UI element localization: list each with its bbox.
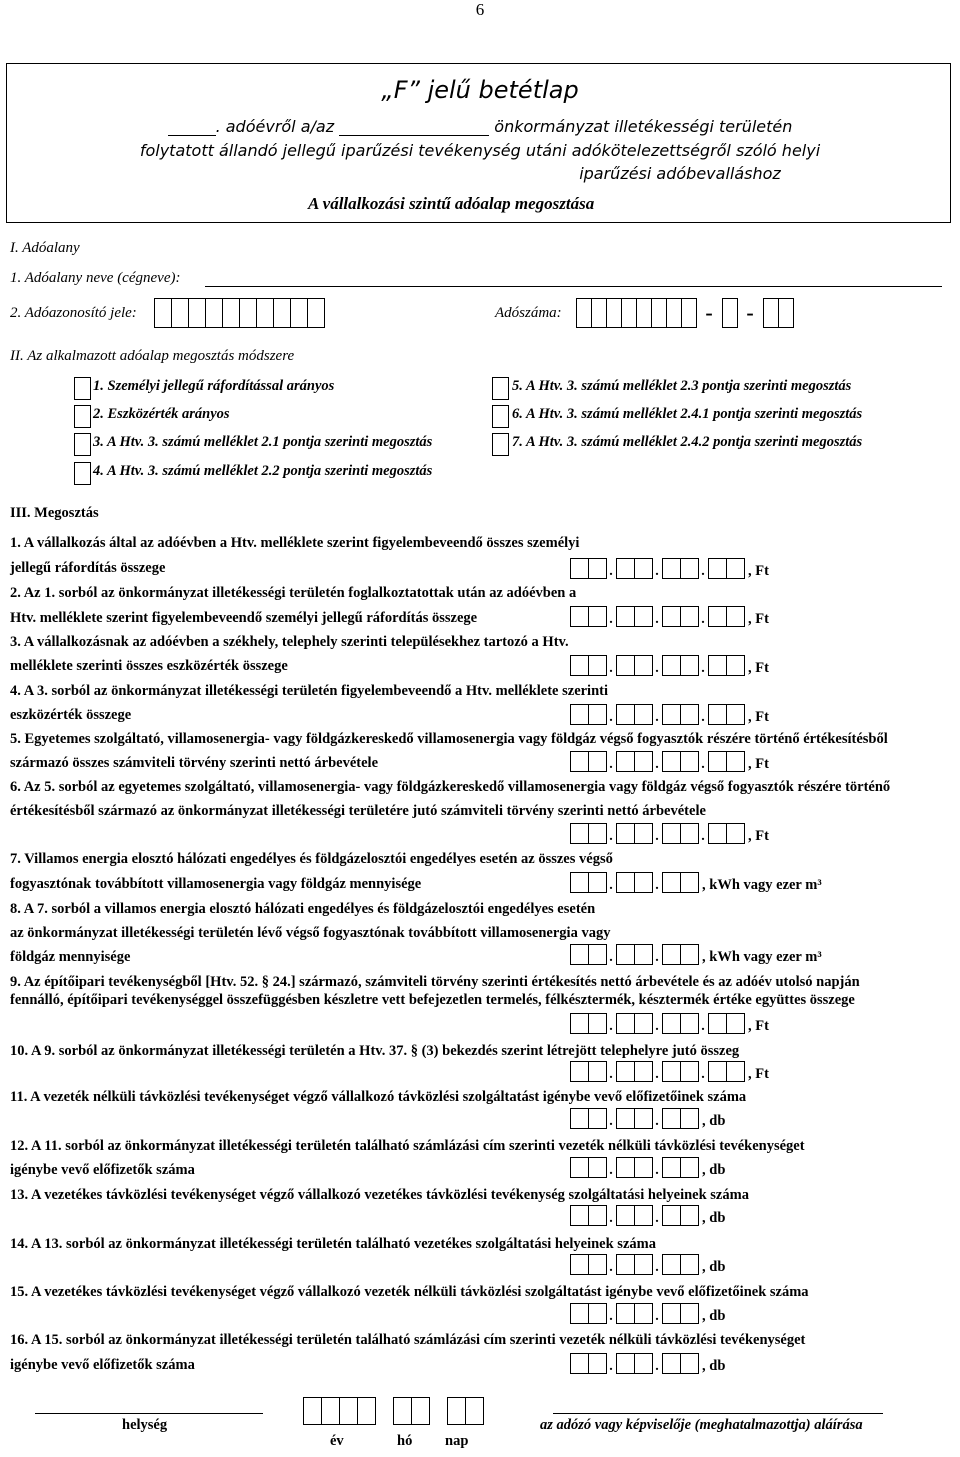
digit-box[interactable] xyxy=(680,1108,699,1129)
name-field[interactable] xyxy=(205,286,942,287)
thousands-separator: . xyxy=(609,950,613,965)
signature-line[interactable] xyxy=(553,1413,883,1414)
digit-box[interactable] xyxy=(726,1013,745,1034)
megosztas-line-text: származó összes számviteli törvény szerinti nettó árbevétele xyxy=(10,755,379,771)
unit-label: , Ft xyxy=(748,1018,769,1034)
digit-box[interactable] xyxy=(634,1157,653,1178)
thousands-separator: . xyxy=(655,564,659,579)
digit-box[interactable] xyxy=(616,1157,635,1178)
digit-box[interactable] xyxy=(662,655,681,676)
thousands-separator: . xyxy=(609,564,613,579)
unit-label: , db xyxy=(702,1162,726,1178)
digit-box[interactable] xyxy=(570,1157,589,1178)
date-digit-box[interactable] xyxy=(411,1397,430,1425)
thousands-separator: . xyxy=(655,1067,659,1082)
digit-box[interactable] xyxy=(570,944,589,965)
amount-field[interactable] xyxy=(570,1061,769,1082)
amount-field[interactable] xyxy=(570,751,769,772)
digit-box[interactable] xyxy=(616,872,635,893)
digit-box[interactable] xyxy=(570,1353,589,1374)
date-digit-box[interactable] xyxy=(339,1397,358,1425)
digit-box[interactable] xyxy=(616,655,635,676)
digit-box[interactable] xyxy=(634,1013,653,1034)
digit-box[interactable] xyxy=(662,872,681,893)
unit-label: , db xyxy=(702,1308,726,1324)
megosztas-line-text: 6. Az 5. sorból az egyetemes szolgáltató, villamosenergia- vagy földgázkereskedő villamosenergia vagy földgáz végső fogyasztók részére történő xyxy=(10,779,891,795)
thousands-separator: . xyxy=(655,878,659,893)
megosztas-line-text: 2. Az 1. sorból az önkormányzat illetékességi területén foglalkoztatottak után az adóévben a xyxy=(10,585,577,601)
digit-box[interactable] xyxy=(680,1303,699,1324)
megosztas-line-text: az önkormányzat illetékességi területén lévő végső fogyasztónak továbbított villamosenergia vagy xyxy=(10,925,611,941)
digit-box[interactable] xyxy=(680,655,699,676)
year-label: év xyxy=(330,1433,344,1449)
tax-number-digit-box[interactable] xyxy=(722,298,738,328)
tax-number-digit-box[interactable] xyxy=(606,298,622,328)
unit-label: , db xyxy=(702,1358,726,1374)
digit-box[interactable] xyxy=(680,1013,699,1034)
digit-box[interactable] xyxy=(570,823,589,844)
tax-number-digit-box[interactable] xyxy=(666,298,682,328)
digit-box[interactable] xyxy=(588,823,607,844)
digit-box[interactable] xyxy=(726,1061,745,1082)
unit-label: , db xyxy=(702,1113,726,1129)
digit-box[interactable] xyxy=(570,751,589,772)
digit-box[interactable] xyxy=(708,823,727,844)
thousands-separator: . xyxy=(701,829,705,844)
thousands-separator: . xyxy=(701,612,705,627)
tax-id-digit-box[interactable] xyxy=(273,298,291,328)
amount-field[interactable] xyxy=(570,558,769,579)
tax-number-digit-box[interactable] xyxy=(591,298,607,328)
digit-box[interactable] xyxy=(680,872,699,893)
tax-id-digit-box[interactable] xyxy=(256,298,274,328)
thousands-separator: . xyxy=(655,1163,659,1178)
digit-box[interactable] xyxy=(634,1061,653,1082)
unit-label: , Ft xyxy=(748,709,769,725)
date-digit-box[interactable] xyxy=(465,1397,484,1425)
section3-heading: III. Megosztás xyxy=(10,505,99,521)
digit-box[interactable] xyxy=(588,655,607,676)
amount-field[interactable] xyxy=(570,704,769,725)
digit-box[interactable] xyxy=(662,558,681,579)
digit-box[interactable] xyxy=(570,1303,589,1324)
tax-id-label: 2. Adóazonosító jele: xyxy=(10,305,137,321)
digit-box[interactable] xyxy=(634,606,653,627)
digit-box[interactable] xyxy=(708,1013,727,1034)
digit-box[interactable] xyxy=(726,606,745,627)
digit-box[interactable] xyxy=(680,1157,699,1178)
digit-box[interactable] xyxy=(708,655,727,676)
tax-number-digit-box[interactable] xyxy=(778,298,794,328)
digit-box[interactable] xyxy=(662,1013,681,1034)
method-option-label: 7. A Htv. 3. számú melléklet 2.4.2 pontja szerinti megosztás xyxy=(512,434,863,450)
digit-box[interactable] xyxy=(726,823,745,844)
method-checkbox[interactable] xyxy=(492,405,509,428)
digit-box[interactable] xyxy=(662,823,681,844)
megosztas-line-text: 7. Villamos energia elosztó hálózati engedélyes és földgázelosztói engedélyes esetén az összes végső xyxy=(10,851,613,867)
digit-box[interactable] xyxy=(634,944,653,965)
digit-box[interactable] xyxy=(662,1061,681,1082)
digit-box[interactable] xyxy=(616,1061,635,1082)
megosztas-line-text: földgáz mennyisége xyxy=(10,949,131,965)
thousands-separator: . xyxy=(609,1163,613,1178)
signature-label: az adózó vagy képviselője (meghatalmazottja) aláírása xyxy=(540,1417,863,1433)
digit-box[interactable] xyxy=(708,558,727,579)
thousands-separator: . xyxy=(609,1260,613,1275)
unit-label: , Ft xyxy=(748,756,769,772)
thousands-separator: . xyxy=(609,1309,613,1324)
date-field[interactable] xyxy=(303,1397,483,1425)
thousands-separator: . xyxy=(609,612,613,627)
digit-box[interactable] xyxy=(680,606,699,627)
digit-box[interactable] xyxy=(616,1254,635,1275)
thousands-separator: . xyxy=(655,1019,659,1034)
digit-box[interactable] xyxy=(726,655,745,676)
megosztas-line-text: fogyasztónak továbbított villamosenergia vagy földgáz mennyisége xyxy=(10,876,422,892)
tax-number-digit-box[interactable] xyxy=(763,298,779,328)
digit-box[interactable] xyxy=(726,704,745,725)
amount-field[interactable] xyxy=(570,655,769,676)
thousands-separator: . xyxy=(655,829,659,844)
date-gap xyxy=(375,1397,393,1425)
amount-field[interactable] xyxy=(570,1205,725,1226)
digit-box[interactable] xyxy=(634,1205,653,1226)
amount-field[interactable] xyxy=(570,1254,725,1275)
method-checkbox[interactable] xyxy=(74,433,91,456)
digit-box[interactable] xyxy=(616,944,635,965)
digit-box[interactable] xyxy=(634,558,653,579)
digit-box[interactable] xyxy=(570,872,589,893)
digit-box[interactable] xyxy=(588,1254,607,1275)
digit-box[interactable] xyxy=(616,1303,635,1324)
digit-box[interactable] xyxy=(634,751,653,772)
tax-id-digit-box[interactable] xyxy=(222,298,240,328)
digit-box[interactable] xyxy=(662,606,681,627)
megosztas-line-text: fennálló, építőipari tevékenységgel összefüggésben készletre vett befejezetlen termelés, félkésztermék, késztermék értéke együttes összege xyxy=(10,992,855,1008)
digit-box[interactable] xyxy=(634,1353,653,1374)
tax-id-digit-box[interactable] xyxy=(239,298,257,328)
digit-box[interactable] xyxy=(662,1303,681,1324)
day-label: nap xyxy=(445,1433,469,1449)
tax-number-dash: - xyxy=(705,300,713,325)
digit-box[interactable] xyxy=(662,1254,681,1275)
header-line-3: iparűzési adóbevalláshoz xyxy=(579,164,781,183)
tax-number-digit-box[interactable] xyxy=(576,298,592,328)
digit-box[interactable] xyxy=(634,655,653,676)
digit-box[interactable] xyxy=(616,1353,635,1374)
megosztas-line-text: igénybe vevő előfizetők száma xyxy=(10,1357,195,1373)
thousands-separator: . xyxy=(655,1309,659,1324)
digit-box[interactable] xyxy=(662,1353,681,1374)
form-title: „F” jelű betétlap xyxy=(381,76,579,104)
digit-box[interactable] xyxy=(570,1254,589,1275)
digit-box[interactable] xyxy=(708,1061,727,1082)
thousands-separator: . xyxy=(655,757,659,772)
unit-label: , kWh vagy ezer m³ xyxy=(702,949,822,965)
section2-heading: II. Az alkalmazott adóalap megosztás módszere xyxy=(10,348,295,364)
digit-box[interactable] xyxy=(662,944,681,965)
date-digit-box[interactable] xyxy=(303,1397,322,1425)
digit-box[interactable] xyxy=(634,1303,653,1324)
thousands-separator: . xyxy=(609,878,613,893)
section1-heading: I. Adóalany xyxy=(10,240,80,256)
megosztas-line-text: értékesítésből származó az önkormányzat illetékességi területére jutó számviteli törvény szerinti nettó árbevétele xyxy=(10,803,706,819)
tax-id-digit-box[interactable] xyxy=(290,298,308,328)
method-checkbox[interactable] xyxy=(74,462,91,485)
date-digit-box[interactable] xyxy=(447,1397,466,1425)
tax-number-digit-box[interactable] xyxy=(651,298,667,328)
thousands-separator: . xyxy=(701,710,705,725)
digit-box[interactable] xyxy=(616,823,635,844)
digit-box[interactable] xyxy=(680,1353,699,1374)
digit-box[interactable] xyxy=(570,606,589,627)
digit-box[interactable] xyxy=(616,1108,635,1129)
amount-field[interactable] xyxy=(570,1108,725,1129)
digit-box[interactable] xyxy=(570,1013,589,1034)
megosztas-line-text: igénybe vevő előfizetők száma xyxy=(10,1162,195,1178)
thousands-separator: . xyxy=(655,950,659,965)
digit-box[interactable] xyxy=(588,1303,607,1324)
digit-box[interactable] xyxy=(588,1013,607,1034)
digit-box[interactable] xyxy=(662,1108,681,1129)
digit-box[interactable] xyxy=(588,944,607,965)
thousands-separator: . xyxy=(655,661,659,676)
digit-box[interactable] xyxy=(616,606,635,627)
digit-box[interactable] xyxy=(570,655,589,676)
tax-number-digit-box[interactable] xyxy=(636,298,652,328)
digit-box[interactable] xyxy=(680,751,699,772)
date-digit-box[interactable] xyxy=(393,1397,412,1425)
amount-field[interactable] xyxy=(570,823,769,844)
header-line-2: folytatott állandó jellegű iparűzési tevékenység utáni adókötelezettségről szóló helyi xyxy=(139,141,821,160)
tax-id-digit-box[interactable] xyxy=(205,298,223,328)
digit-box[interactable] xyxy=(680,1061,699,1082)
thousands-separator: . xyxy=(609,829,613,844)
digit-box[interactable] xyxy=(588,1353,607,1374)
tax-number-digit-box[interactable] xyxy=(681,298,697,328)
digit-box[interactable] xyxy=(588,1108,607,1129)
thousands-separator: . xyxy=(609,710,613,725)
thousands-separator: . xyxy=(609,1114,613,1129)
unit-label: , Ft xyxy=(748,1066,769,1082)
method-option-label: 1. Személyi jellegű ráfordítással arányos xyxy=(93,378,335,394)
thousands-separator: . xyxy=(609,1211,613,1226)
digit-box[interactable] xyxy=(588,1205,607,1226)
digit-box[interactable] xyxy=(634,1108,653,1129)
tax-number-field[interactable] xyxy=(576,298,793,328)
megosztas-line-text: 13. A vezetékes távközlési tevékenységet végző vállalkozó vezetékes távközlési tevékenység szolgáltatási helyeinek száma xyxy=(10,1187,749,1203)
amount-field[interactable] xyxy=(570,606,769,627)
megosztas-line-text: 16. A 15. sorból az önkormányzat illetékességi területén található számlázási cím szerinti vezeték nélküli távközlési tevékenységet xyxy=(10,1332,806,1348)
thousands-separator: . xyxy=(655,1359,659,1374)
method-option-label: 4. A Htv. 3. számú melléklet 2.2 pontja szerinti megosztás xyxy=(93,463,433,479)
date-gap xyxy=(429,1397,447,1425)
digit-box[interactable] xyxy=(726,751,745,772)
digit-box[interactable] xyxy=(570,558,589,579)
thousands-separator: . xyxy=(609,757,613,772)
method-checkbox[interactable] xyxy=(74,377,91,400)
thousands-separator: . xyxy=(701,1019,705,1034)
tax-id-field[interactable] xyxy=(154,298,324,328)
digit-box[interactable] xyxy=(680,823,699,844)
digit-box[interactable] xyxy=(634,872,653,893)
digit-box[interactable] xyxy=(662,704,681,725)
digit-box[interactable] xyxy=(588,1061,607,1082)
digit-box[interactable] xyxy=(588,1157,607,1178)
digit-box[interactable] xyxy=(680,558,699,579)
digit-box[interactable] xyxy=(680,944,699,965)
unit-label: , Ft xyxy=(748,611,769,627)
date-digit-box[interactable] xyxy=(357,1397,376,1425)
megosztas-line-text: 15. A vezetékes távközlési tevékenységet végző vállalkozó vezeték nélküli távközlési szolgáltatást igénybe vevő előfizetőinek száma xyxy=(10,1284,809,1300)
digit-box[interactable] xyxy=(588,558,607,579)
unit-label: , Ft xyxy=(748,828,769,844)
digit-box[interactable] xyxy=(708,751,727,772)
place-line[interactable] xyxy=(35,1413,263,1414)
place-label: helység xyxy=(122,1417,168,1433)
digit-box[interactable] xyxy=(708,606,727,627)
digit-box[interactable] xyxy=(588,872,607,893)
digit-box[interactable] xyxy=(662,751,681,772)
tax-id-digit-box[interactable] xyxy=(154,298,172,328)
thousands-separator: . xyxy=(655,612,659,627)
tax-number-digit-box[interactable] xyxy=(621,298,637,328)
unit-label: , Ft xyxy=(748,563,769,579)
thousands-separator: . xyxy=(655,710,659,725)
amount-field[interactable] xyxy=(570,944,822,965)
digit-box[interactable] xyxy=(570,704,589,725)
digit-box[interactable] xyxy=(680,1205,699,1226)
unit-label: , db xyxy=(702,1210,726,1226)
method-option-label: 2. Eszközérték arányos xyxy=(93,406,230,422)
digit-box[interactable] xyxy=(662,1205,681,1226)
amount-field[interactable] xyxy=(570,872,822,893)
digit-box[interactable] xyxy=(634,823,653,844)
date-digit-box[interactable] xyxy=(321,1397,340,1425)
megosztas-line-text: eszközérték összege xyxy=(10,707,132,723)
month-label: hó xyxy=(397,1433,413,1449)
megosztas-line-text: 9. Az építőipari tevékenységből [Htv. 52. § 24.] származó, számviteli törvény szerinti értékesítés nettó árbevétele és az adóév utolsó napján xyxy=(10,974,860,990)
digit-box[interactable] xyxy=(680,704,699,725)
header-line-4: A vállalkozási szintű adóalap megosztása xyxy=(308,194,595,213)
megosztas-line-text: 4. A 3. sorból az önkormányzat illetékességi területén figyelembeveendő a Htv. melléklete szerinti xyxy=(10,683,609,699)
thousands-separator: . xyxy=(609,661,613,676)
digit-box[interactable] xyxy=(634,704,653,725)
megosztas-line-text: Htv. melléklete szerint figyelembeveendő személyi jellegű ráfordítás összege xyxy=(10,610,478,626)
method-option-label: 5. A Htv. 3. számú melléklet 2.3 pontja szerinti megosztás xyxy=(512,378,852,394)
digit-box[interactable] xyxy=(662,1157,681,1178)
tax-number-dash: - xyxy=(746,300,754,325)
page-number: 6 xyxy=(475,0,485,19)
tax-id-digit-box[interactable] xyxy=(188,298,206,328)
thousands-separator: . xyxy=(655,1260,659,1275)
tax-number-label: Adószáma: xyxy=(495,305,562,321)
digit-box[interactable] xyxy=(588,751,607,772)
megosztas-line-text: 11. A vezeték nélküli távközlési tevékenységet végző vállalkozó távközlési szolgáltatást igénybe vevő előfizetőinek száma xyxy=(10,1089,747,1105)
thousands-separator: . xyxy=(701,661,705,676)
digit-box[interactable] xyxy=(726,558,745,579)
amount-field[interactable] xyxy=(570,1353,725,1374)
name-label: 1. Adóalany neve (cégneve): xyxy=(10,270,181,286)
megosztas-line-text: jellegű ráfordítás összege xyxy=(10,560,166,576)
digit-box[interactable] xyxy=(588,704,607,725)
megosztas-line-text: 5. Egyetemes szolgáltató, villamosenergia- vagy földgázkereskedő villamosenergia vagy földgáz végső fogyasztók részére történő értékesítésből xyxy=(10,731,888,747)
unit-label: , db xyxy=(702,1259,726,1275)
thousands-separator: . xyxy=(609,1067,613,1082)
megosztas-line-text: 1. A vállalkozás által az adóévben a Htv. melléklete szerint figyelembeveendő összes személyi xyxy=(10,535,580,551)
unit-label: , Ft xyxy=(748,660,769,676)
digit-box[interactable] xyxy=(570,1205,589,1226)
method-option-label: 6. A Htv. 3. számú melléklet 2.4.1 pontja szerinti megosztás xyxy=(512,406,863,422)
digit-box[interactable] xyxy=(616,751,635,772)
digit-box[interactable] xyxy=(570,1108,589,1129)
header-line-1: . adóévről a/az önkormányzat illetékességi területén xyxy=(0,117,960,136)
method-checkbox[interactable] xyxy=(74,405,91,428)
method-option-label: 3. A Htv. 3. számú melléklet 2.1 pontja szerinti megosztás xyxy=(93,434,433,450)
digit-box[interactable] xyxy=(616,1205,635,1226)
digit-box[interactable] xyxy=(616,704,635,725)
digit-box[interactable] xyxy=(616,558,635,579)
megosztas-line-text: 3. A vállalkozásnak az adóévben a székhely, telephely szerinti településekhez tartozó a Htv. xyxy=(10,634,569,650)
digit-box[interactable] xyxy=(588,606,607,627)
thousands-separator: . xyxy=(701,1067,705,1082)
amount-field[interactable] xyxy=(570,1013,769,1034)
digit-box[interactable] xyxy=(634,1254,653,1275)
digit-box[interactable] xyxy=(570,1061,589,1082)
method-checkbox[interactable] xyxy=(492,433,509,456)
megosztas-line-text: 8. A 7. sorból a villamos energia elosztó hálózati engedélyes és földgázelosztói engedélyes esetén xyxy=(10,901,596,917)
thousands-separator: . xyxy=(701,564,705,579)
megosztas-line-text: 14. A 13. sorból az önkormányzat illetékességi területén található vezetékes szolgáltatási helyeinek száma xyxy=(10,1236,656,1252)
thousands-separator: . xyxy=(609,1359,613,1374)
megosztas-line-text: 10. A 9. sorból az önkormányzat illetékességi területén a Htv. 37. § (3) bekezdés szerint létrejött telephelyre jutó összeg xyxy=(10,1043,740,1059)
tax-id-digit-box[interactable] xyxy=(171,298,189,328)
megosztas-line-text: melléklete szerinti összes eszközérték összege xyxy=(10,658,288,674)
thousands-separator: . xyxy=(609,1019,613,1034)
amount-field[interactable] xyxy=(570,1303,725,1324)
thousands-separator: . xyxy=(701,757,705,772)
digit-box[interactable] xyxy=(708,704,727,725)
thousands-separator: . xyxy=(655,1114,659,1129)
amount-field[interactable] xyxy=(570,1157,725,1178)
method-checkbox[interactable] xyxy=(492,377,509,400)
thousands-separator: . xyxy=(655,1211,659,1226)
digit-box[interactable] xyxy=(616,1013,635,1034)
digit-box[interactable] xyxy=(680,1254,699,1275)
tax-id-digit-box[interactable] xyxy=(307,298,325,328)
megosztas-line-text: 12. A 11. sorból az önkormányzat illetékességi területén található számlázási cím szerinti vezeték nélküli távközlési tevékenységet xyxy=(10,1138,805,1154)
unit-label: , kWh vagy ezer m³ xyxy=(702,877,822,893)
